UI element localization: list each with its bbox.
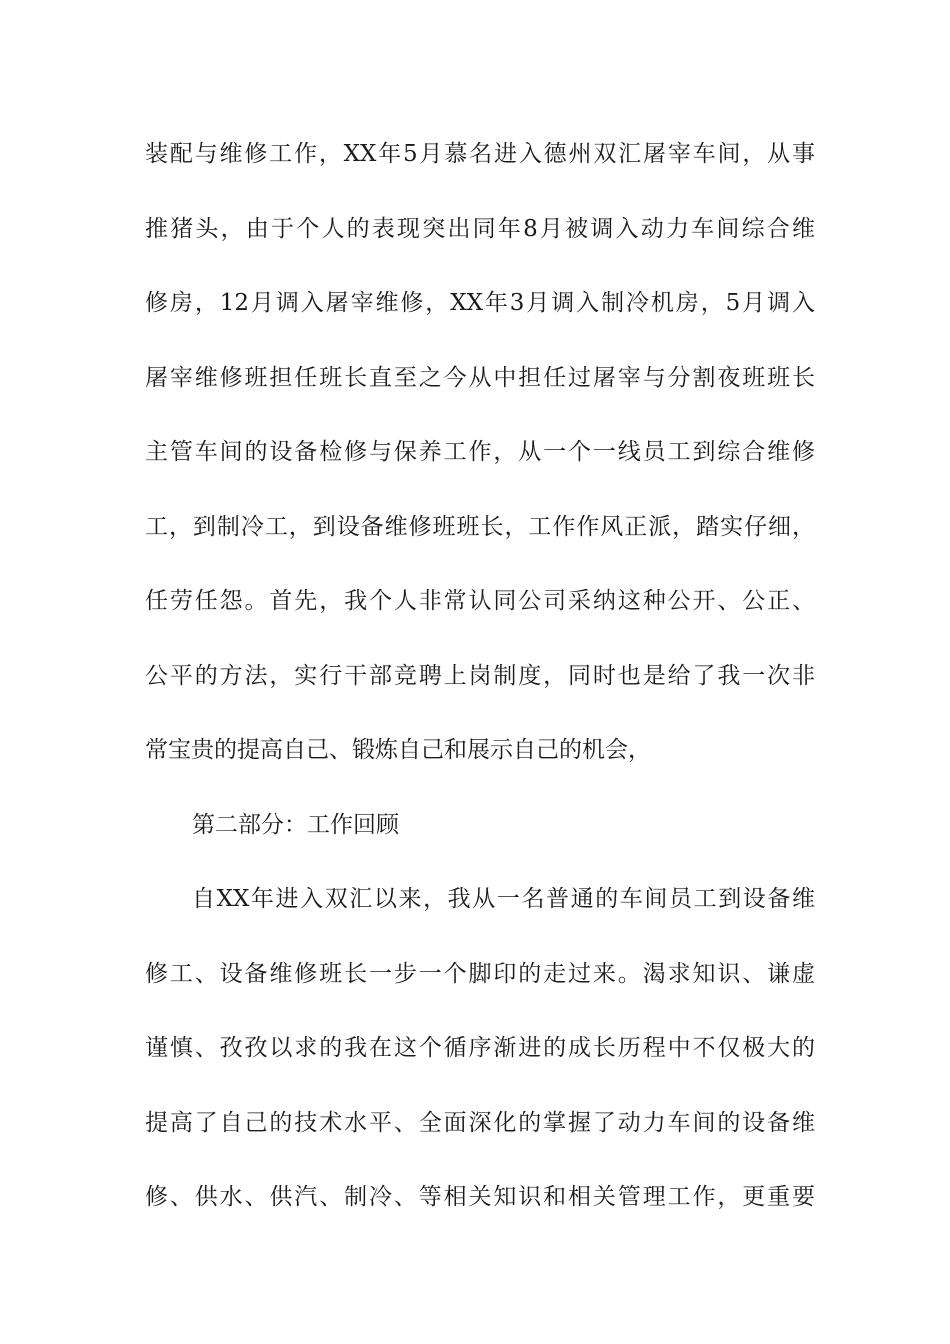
paragraph-line: 谨慎、孜孜以求的我在这个循序渐进的成长历程中不仅极大的 xyxy=(145,1035,815,1061)
paragraph-line: 修工、设备维修班长一步一个脚印的走过来。渴求知识、谦虚 xyxy=(145,961,815,987)
paragraph-line: 修、供水、供汽、制冷、等相关知识和相关管理工作，更重要 xyxy=(145,1184,815,1210)
paragraph-line: 公平的方法，实行干部竞聘上岗制度，同时也是给了我一次非 xyxy=(145,663,815,689)
paragraph-line: 主管车间的设备检修与保养工作，从一个一线员工到综合维修 xyxy=(145,439,815,465)
paragraph-line: 装配与维修工作，XX年5月慕名进入德州双汇屠宰车间，从事 xyxy=(145,141,815,167)
paragraph-line: 屠宰维修班担任班长直至之今从中担任过屠宰与分割夜班班长 xyxy=(145,365,815,391)
section-heading: 第二部分：工作回顾 xyxy=(192,812,399,838)
paragraph-line: 常宝贵的提高自己、锻炼自己和展示自己的机会， xyxy=(145,737,651,763)
paragraph-line: 自XX年进入双汇以来，我从一名普通的车间员工到设备维 xyxy=(192,886,815,912)
paragraph-line: 修房，12月调入屠宰维修，XX年3月调入制冷机房，5月调入 xyxy=(145,290,815,316)
paragraph-line: 提高了自己的技术水平、全面深化的掌握了动力车间的设备维 xyxy=(145,1110,815,1136)
paragraph-line: 任劳任怨。首先，我个人非常认同公司采纳这种公开、公正、 xyxy=(145,588,815,614)
paragraph-line: 工，到制冷工，到设备维修班班长，工作作风正派，踏实仔细， xyxy=(145,514,815,540)
paragraph-line: 推猪头，由于个人的表现突出同年8月被调入动力车间综合维 xyxy=(145,216,815,242)
